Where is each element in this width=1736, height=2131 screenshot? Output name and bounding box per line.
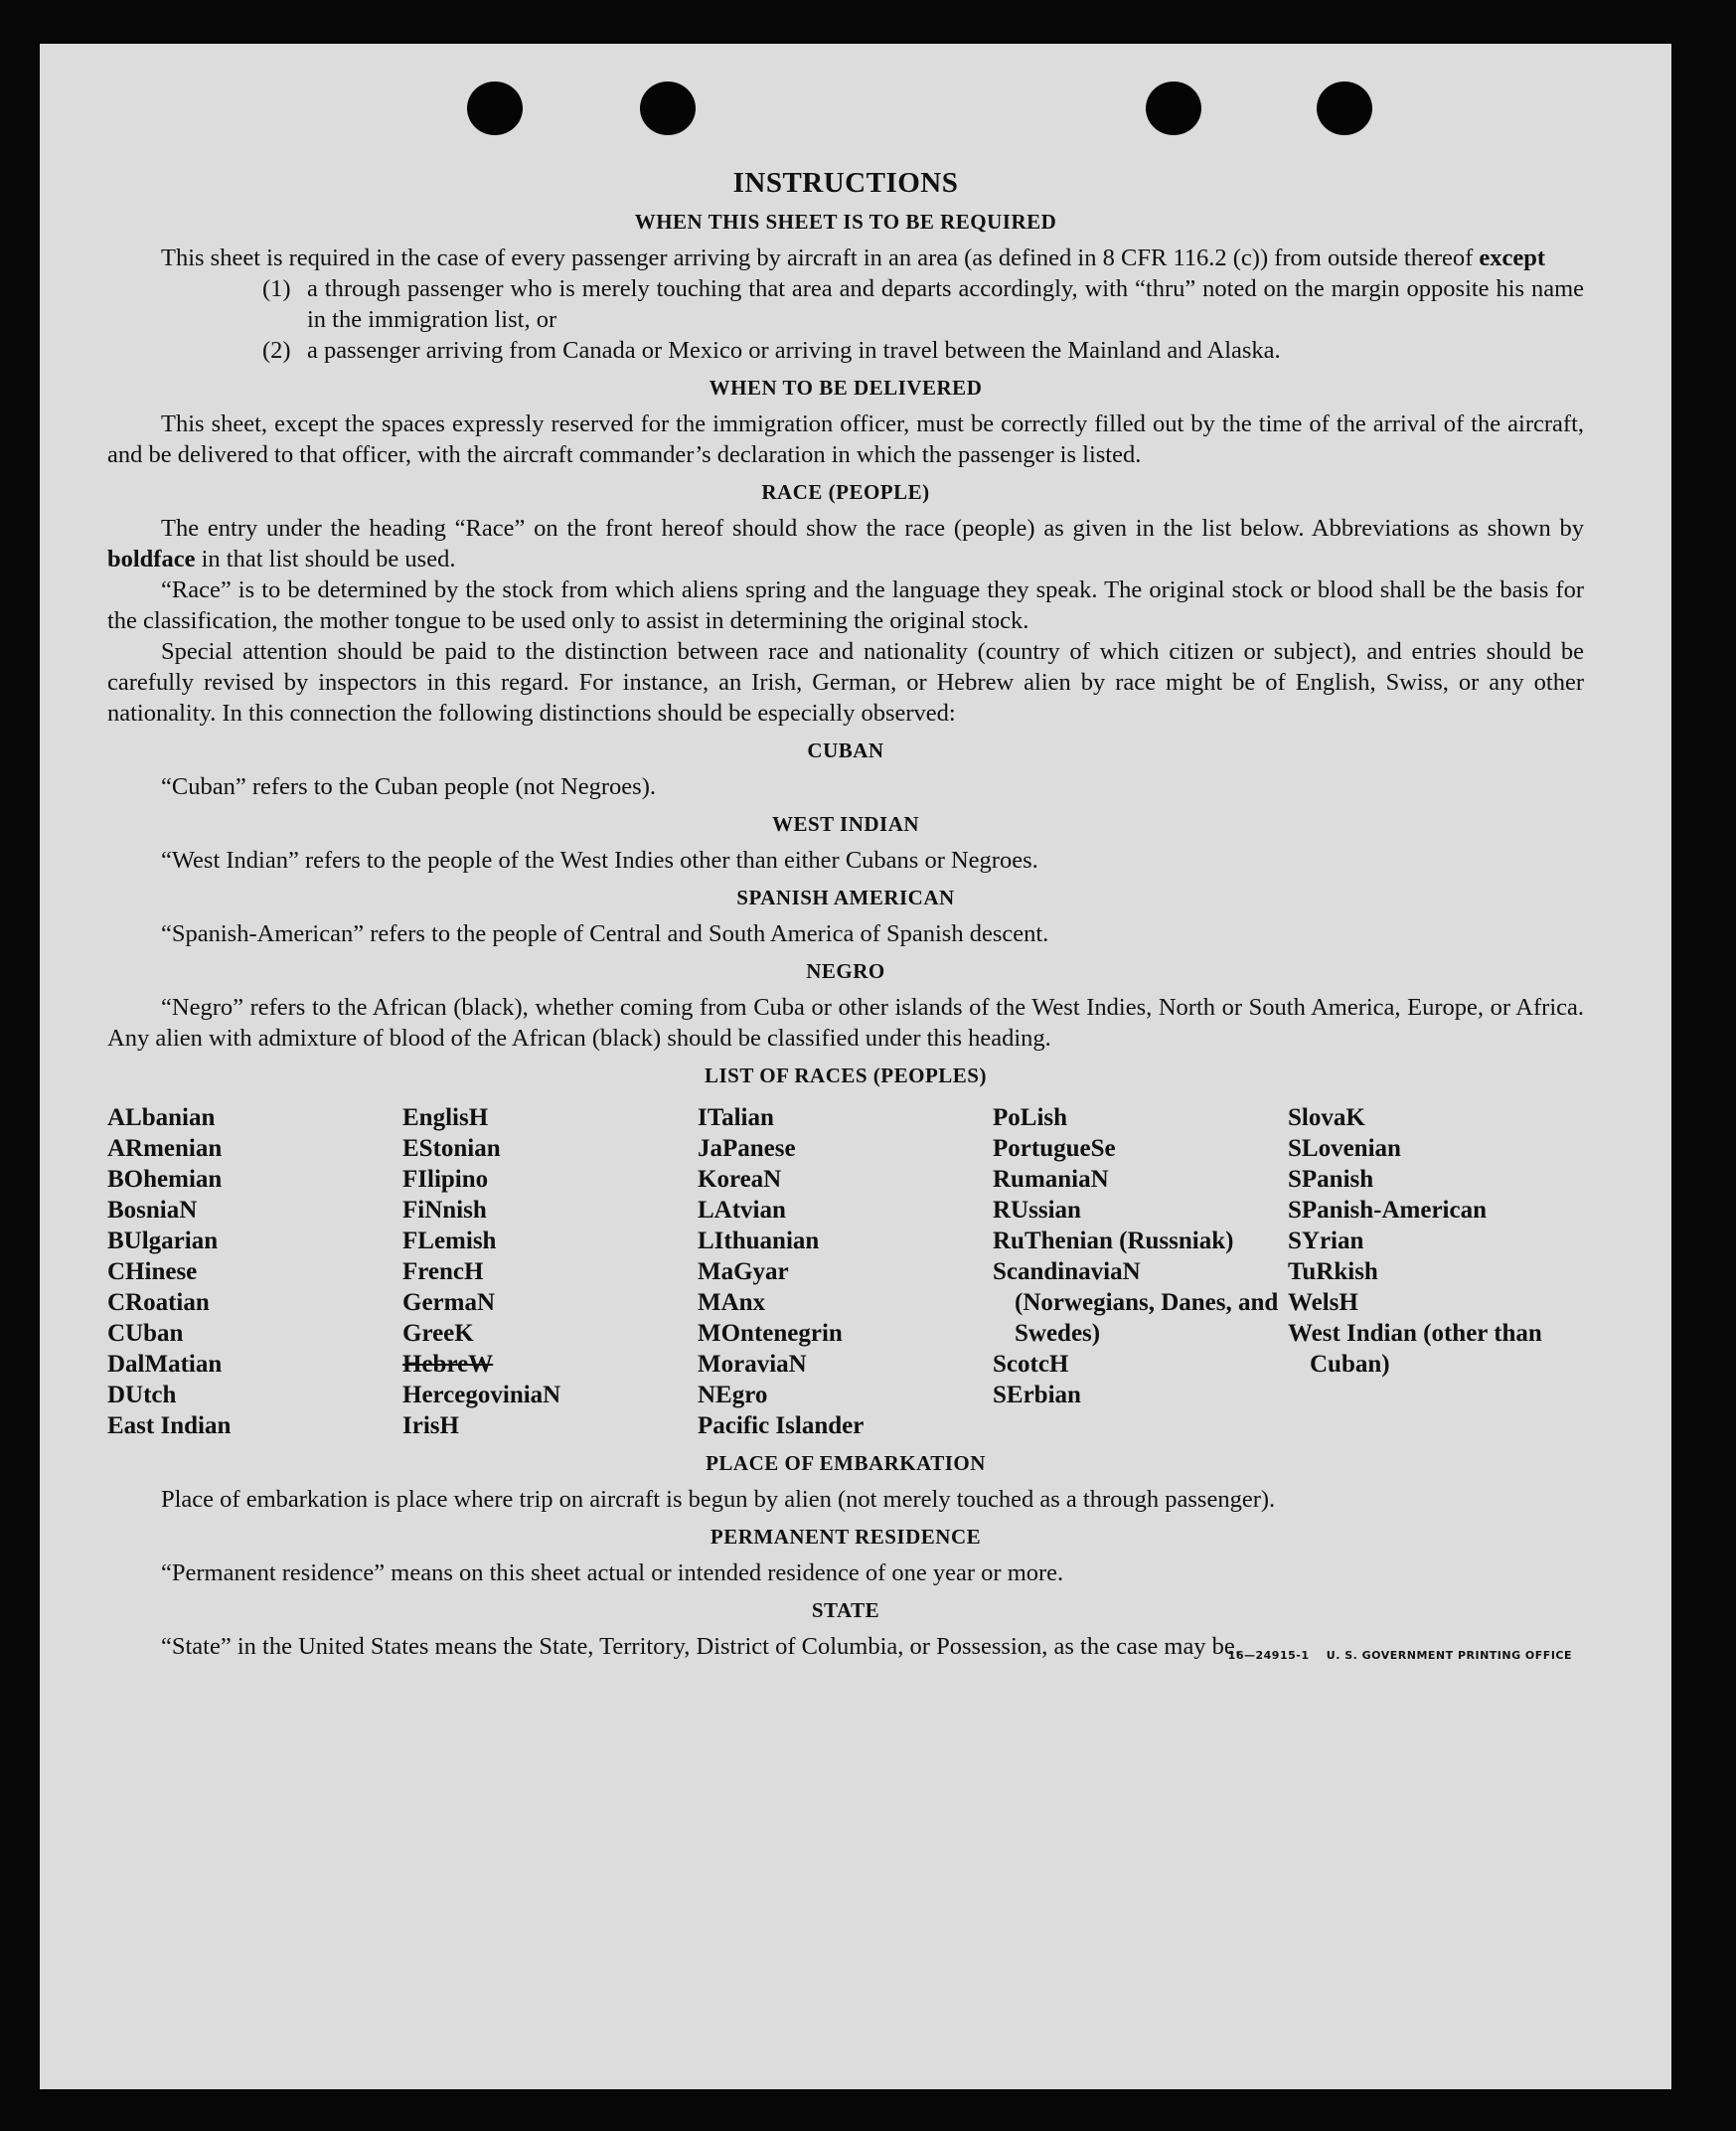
section-heading-residence: PERMANENT RESIDENCE	[710, 1525, 982, 1549]
race-entry: SPanish	[1288, 1166, 1374, 1193]
race-entry: SlovaK	[1288, 1104, 1365, 1131]
section-heading-west-indian: WEST INDIAN	[771, 812, 920, 836]
residence-text: “Permanent residence” means on this sheet actual or intended residence of one year or more.	[161, 1559, 1064, 1586]
race-entry: ScotcH	[993, 1351, 1069, 1378]
race-entry: EStonian	[402, 1135, 501, 1162]
section-heading-when-delivered: WHEN TO BE DELIVERED	[709, 376, 983, 400]
race-entry: GreeK	[402, 1320, 474, 1347]
punch-hole	[467, 82, 523, 135]
race-entry: GermaN	[402, 1289, 496, 1316]
race-entry: CRoatian	[107, 1289, 210, 1316]
race-entry: ITalian	[698, 1104, 774, 1131]
section-heading-race: RACE (PEOPLE)	[761, 480, 930, 504]
race-entry: RUssian	[993, 1197, 1081, 1224]
race-entry: TuRkish	[1288, 1258, 1378, 1285]
section-heading-state: STATE	[811, 1598, 880, 1622]
state-text: “State” in the United States means the State, Territory, District of Columbia, or Possession, as the case may be.	[161, 1633, 1241, 1660]
cuban-text: “Cuban” refers to the Cuban people (not Negroes).	[161, 773, 656, 800]
race-entry: CUban	[107, 1320, 184, 1347]
race-entry: PortugueSe	[993, 1135, 1116, 1162]
race-column	[402, 1102, 698, 1441]
race-entry: FLemish	[402, 1228, 497, 1254]
race-entry: PoLish	[993, 1104, 1068, 1131]
when-required-intro: This sheet is required in the case of every passenger arriving by aircraft in an area (as defined in 8 CFR 116.2 (c)) from outside thereof except	[161, 245, 1546, 271]
race-entry: BUlgarian	[107, 1228, 219, 1254]
race-entry: EnglisH	[402, 1104, 489, 1131]
when-delivered-text: This sheet, except the spaces expressly reserved for the immigration officer, must be correctly filled out by the time of the arrival of the aircraft, and be delivered to that officer, with the aircraft commander’s declaration in which the passenger is listed.	[107, 410, 1584, 468]
spanish-american-text: “Spanish-American” refers to the people of Central and South America of Spanish descent.	[161, 920, 1049, 947]
embarkation-text: Place of embarkation is place where trip on aircraft is begun by alien (not merely touched as a through passenger).	[161, 1486, 1276, 1513]
document-sheet	[40, 44, 1671, 2089]
race-entry: WelsH	[1288, 1289, 1358, 1316]
race-entry: RuThenian (Russniak)	[993, 1228, 1234, 1254]
section-heading-cuban: CUBAN	[807, 738, 884, 762]
race-entry: SPanish-American	[1288, 1197, 1487, 1224]
race-entry: MaGyar	[698, 1258, 789, 1285]
race-entry: IrisH	[402, 1412, 459, 1439]
race-column	[107, 1102, 402, 1441]
negro-text: “Negro” refers to the African (black), whether coming from Cuba or other islands of the West Indies, North or South America, Europe, or Africa. Any alien with admixture of blood of the African (black) should be classified under this heading.	[107, 994, 1584, 1052]
race-entry: FrencH	[402, 1258, 484, 1285]
section-heading-when-required: WHEN THIS SHEET IS TO BE REQUIRED	[634, 210, 1057, 234]
race-entry: NEgro	[698, 1382, 768, 1408]
section-heading-negro: NEGRO	[806, 959, 885, 983]
race-entry: SErbian	[993, 1382, 1081, 1408]
punch-hole	[1317, 82, 1372, 135]
race-entry: DUtch	[107, 1382, 177, 1408]
exception-item: (2) a passenger arriving from Canada or Mexico or arriving in travel between the Mainland and Alaska.	[262, 337, 1281, 364]
page-title: INSTRUCTIONS	[732, 167, 959, 199]
instructions-content	[107, 167, 1584, 1662]
race-entry: LAtvian	[698, 1197, 786, 1224]
race-list	[107, 1102, 1584, 1441]
west-indian-text: “West Indian” refers to the people of the West Indies other than either Cubans or Negroes.	[161, 847, 1038, 874]
race-entry: MAnx	[698, 1289, 766, 1316]
race-entry: CHinese	[107, 1258, 198, 1285]
section-heading-spanish-american: SPANISH AMERICAN	[736, 886, 955, 909]
section-heading-list-of-races: LIST OF RACES (PEOPLES)	[705, 1064, 987, 1087]
race-entry: JaPanese	[698, 1135, 796, 1162]
race-entry: BOhemian	[107, 1166, 223, 1193]
punch-hole	[1146, 82, 1201, 135]
race-entry: SLovenian	[1288, 1135, 1401, 1162]
race-entry: MoraviaN	[698, 1351, 807, 1378]
race-entry: ALbanian	[107, 1104, 216, 1131]
race-column	[1288, 1102, 1583, 1441]
race-paragraph: “Race” is to be determined by the stock from which aliens spring and the language they speak. The original stock or blood shall be the basis for the classification, the mother tongue to be used only to assist in determining the original stock.	[107, 576, 1584, 634]
race-entry: KoreaN	[698, 1166, 782, 1193]
race-entry: SYrian	[1288, 1228, 1364, 1254]
race-entry: BosniaN	[107, 1197, 198, 1224]
race-entry: MOntenegrin	[698, 1320, 843, 1347]
race-entry: LIthuanian	[698, 1228, 820, 1254]
printing-office-code: 16—24915-1 U. S. GOVERNMENT PRINTING OFFICE	[1227, 1649, 1572, 1662]
race-column	[993, 1102, 1288, 1441]
race-entry: DalMatian	[107, 1351, 223, 1378]
race-entry: RumaniaN	[993, 1166, 1109, 1193]
race-entry: FiNnish	[402, 1197, 487, 1224]
race-entry: ARmenian	[107, 1135, 223, 1162]
exception-item: (1) a through passenger who is merely touching that area and departs accordingly, with “thru” noted on the margin opposite his name in the immigration list, or	[262, 275, 1584, 333]
race-entry: Pacific Islander	[698, 1412, 865, 1439]
state-block	[107, 1631, 1584, 1662]
race-column	[698, 1102, 993, 1441]
race-entry: East Indian	[107, 1412, 232, 1439]
section-heading-embarkation: PLACE OF EMBARKATION	[706, 1451, 986, 1475]
race-entry: ScandinaviaN (Norwegians, Danes, and Swedes)	[993, 1258, 1279, 1347]
punch-hole	[640, 82, 696, 135]
race-entry: West Indian (other than Cuban)	[1288, 1320, 1542, 1378]
race-entry: HercegoviniaN	[402, 1382, 561, 1408]
race-entry: FIlipino	[402, 1166, 489, 1193]
race-entry-struck: HebreW	[402, 1351, 494, 1378]
race-paragraph: Special attention should be paid to the distinction between race and nationality (country of which citizen or subject), and entries should be carefully revised by inspectors in this regard. For instance, an Irish, German, or Hebrew alien by race might be of English, Swiss, or any other nationality. In this connection the following distinctions should be especially observed:	[107, 638, 1584, 727]
race-paragraph: The entry under the heading “Race” on the front hereof should show the race (people) as given in the list below. Abbreviations as shown by boldface in that list should be used.	[107, 515, 1584, 573]
